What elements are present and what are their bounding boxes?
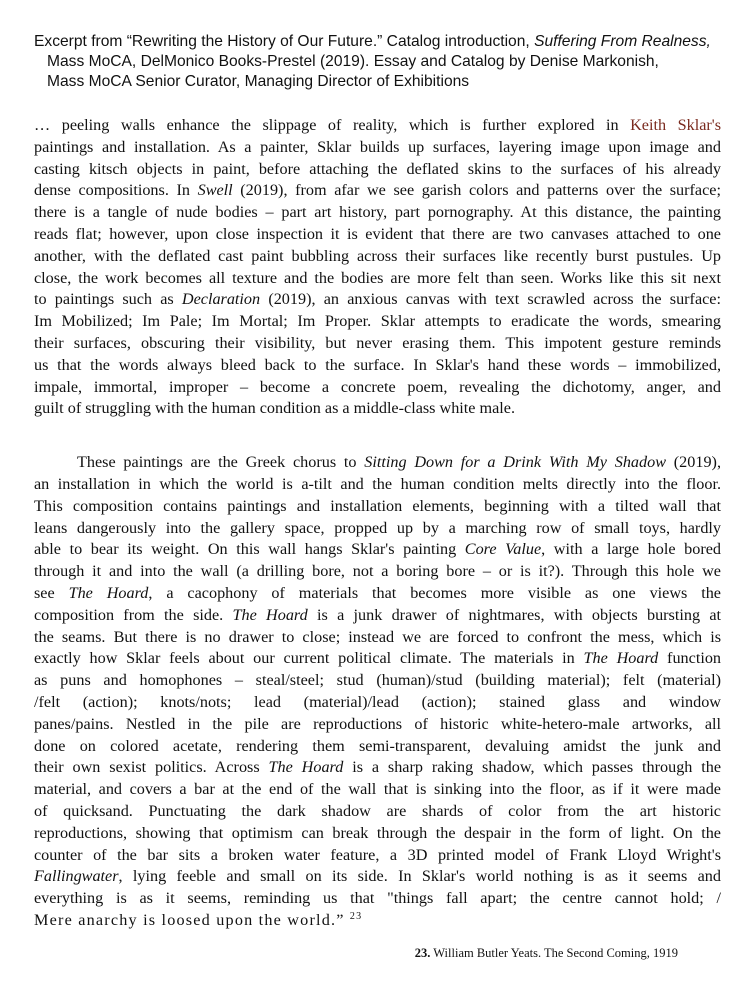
text-line: their own sexist politics. Across The Hoard is a sharp raking shadow, which passes through the <box>34 758 722 777</box>
text-line: /felt (action); knots/nots; lead (material)/lead (action); stained glass and window <box>34 692 721 711</box>
text-line: as puns and homophones – steal/steel; stud (human)/stud (building material); felt (material) <box>34 671 721 690</box>
text-line: leans dangerously into the gallery space, propped up by a marching row of small toys, hardly <box>34 518 721 537</box>
paragraph-gap <box>34 442 721 452</box>
text-line: panes/pains. Nestled in the pile are reproductions of historic white-hetero-male artworks, all <box>34 714 721 733</box>
text-line: impale, immortal, improper – become a concrete poem, revealing the dichotomy, anger, and <box>34 377 721 396</box>
text-line: Im Mobilized; Im Pale; Im Mortal; Im Proper. Sklar attempts to eradicate the words, smearing <box>34 312 721 331</box>
text-line: This composition contains paintings and installation elements, beginning with a tilted wall that <box>34 496 721 515</box>
text-line: composition from the side. The Hoard is a junk drawer of nightmares, with objects bursting at <box>34 605 721 624</box>
text-line: another, with the deflated cast paint bubbling across their surfaces like recently burst pustules. Up <box>34 246 721 265</box>
footnote <box>415 946 678 961</box>
citation-line-1: Excerpt from “Rewriting the History of Our Future.” Catalog introduction, Suffering From Realness, <box>34 33 711 50</box>
text-line: through it and into the wall (a drilling bore, not a boring bore – or is it?). Through this hole we <box>34 562 721 581</box>
text-line: there is a tangle of nude bodies – part art history, part pornography. At this distance, the painting <box>34 203 721 222</box>
text-line: close, the work becomes all texture and the bodies are more felt than seen. Works like this sit next <box>34 268 721 287</box>
artist-name: Keith Sklar's <box>630 116 721 134</box>
text-line: reads flat; however, upon close inspection it is evident that there are two canvases attached to one <box>34 224 721 243</box>
paragraph-2 <box>34 452 721 932</box>
artwork-title: The Hoard <box>68 583 149 602</box>
text-line: Mere anarchy is loosed upon the world.” $^{23}$ <box>34 910 363 929</box>
catalog-title: Suffering From Realness, <box>534 33 711 50</box>
citation-line-2: Mass MoCA, DelMonico Books-Prestel (2019). Essay and Catalog by Denise Markonish, <box>47 53 659 70</box>
text-line: to paintings such as Declaration (2019), an anxious canvas with text scrawled across the surface: <box>34 290 721 309</box>
artwork-title: Sitting Down for a Drink With My Shadow <box>364 453 667 472</box>
text-line: exactly how Sklar feels about our current political climate. The materials in The Hoard function <box>34 649 722 668</box>
paragraph-1 <box>34 115 721 420</box>
text-line: see The Hoard, a cacophony of materials that becomes more visible as one views the <box>34 583 721 602</box>
text-line: an installation in which the world is a-tilt and the human condition melts directly into the floor. <box>34 474 721 493</box>
text-line: us that the words always bleed back to the surface. In Sklar's hand these words – immobilized, <box>34 355 721 374</box>
artwork-title: Swell <box>197 181 233 200</box>
artwork-title: The Hoard <box>232 605 308 624</box>
text-line: Fallingwater, lying feeble and small on its side. In Sklar's world nothing is as it seems and <box>34 867 721 886</box>
footnote-text: William Butler Yeats. The Second Coming, 1919 <box>430 946 678 960</box>
text-line: material, and covers a bar at the end of the wall that is sinking into the floor, as if it were made <box>34 780 721 799</box>
text-line: casting kitsch objects in paint, before attaching the deflated skins to the surfaces of his already <box>34 159 721 178</box>
citation-line-3: Mass MoCA Senior Curator, Managing Director of Exhibitions <box>47 73 470 90</box>
artwork-title: Core Value <box>464 540 542 559</box>
text-line: done on colored acetate, rendering them semi-transparent, devaluing amidst the junk and <box>34 736 721 755</box>
footnote-reference: 23 <box>349 910 363 922</box>
text-line: their surfaces, obscuring their visibility, but never erasing them. This impotent gesture reminds <box>34 333 721 352</box>
citation-header <box>34 32 734 92</box>
paragraph-gap <box>34 420 721 442</box>
artwork-title: The Hoard <box>268 758 344 777</box>
text-line: These paintings are the Greek chorus to Sitting Down for a Drink With My Shadow (2019), <box>77 453 721 472</box>
text-line: everything is as it seems, reminding us that "things fall apart; the centre cannot hold; / <box>34 889 721 908</box>
text-line: reproductions, showing that optimism can break through the despair in the form of light. On the <box>34 823 721 842</box>
text-line: guilt of struggling with the human condition as a middle-class white male. <box>34 399 516 418</box>
text-line: dense compositions. In Swell (2019), from afar we see garish colors and patterns over the surface; <box>34 181 721 200</box>
text-line: counter of the bar sits a broken water feature, a 3D printed model of Frank Lloyd Wright's <box>34 845 721 864</box>
text-line: able to bear its weight. On this wall hangs Sklar's painting Core Value, with a large hole bored <box>34 540 721 559</box>
essay-body <box>34 115 721 932</box>
artwork-title: The Hoard <box>583 649 659 668</box>
text-line: the seams. But there is no drawer to close; instead we are forced to confront the mess, which is <box>34 627 721 646</box>
text-line: … peeling walls enhance the slippage of reality, which is further explored in Keith Sklar's <box>34 116 721 134</box>
text-line: paintings and installation. As a painter, Sklar builds up surfaces, layering image upon image and <box>34 137 721 156</box>
footnote-number: 23. <box>414 946 431 960</box>
artwork-title: Fallingwater <box>34 867 119 886</box>
artwork-title: Declaration <box>181 290 261 309</box>
text-line: of quicksand. Punctuating the dark shadow are shards of color from the art historic <box>34 801 721 820</box>
